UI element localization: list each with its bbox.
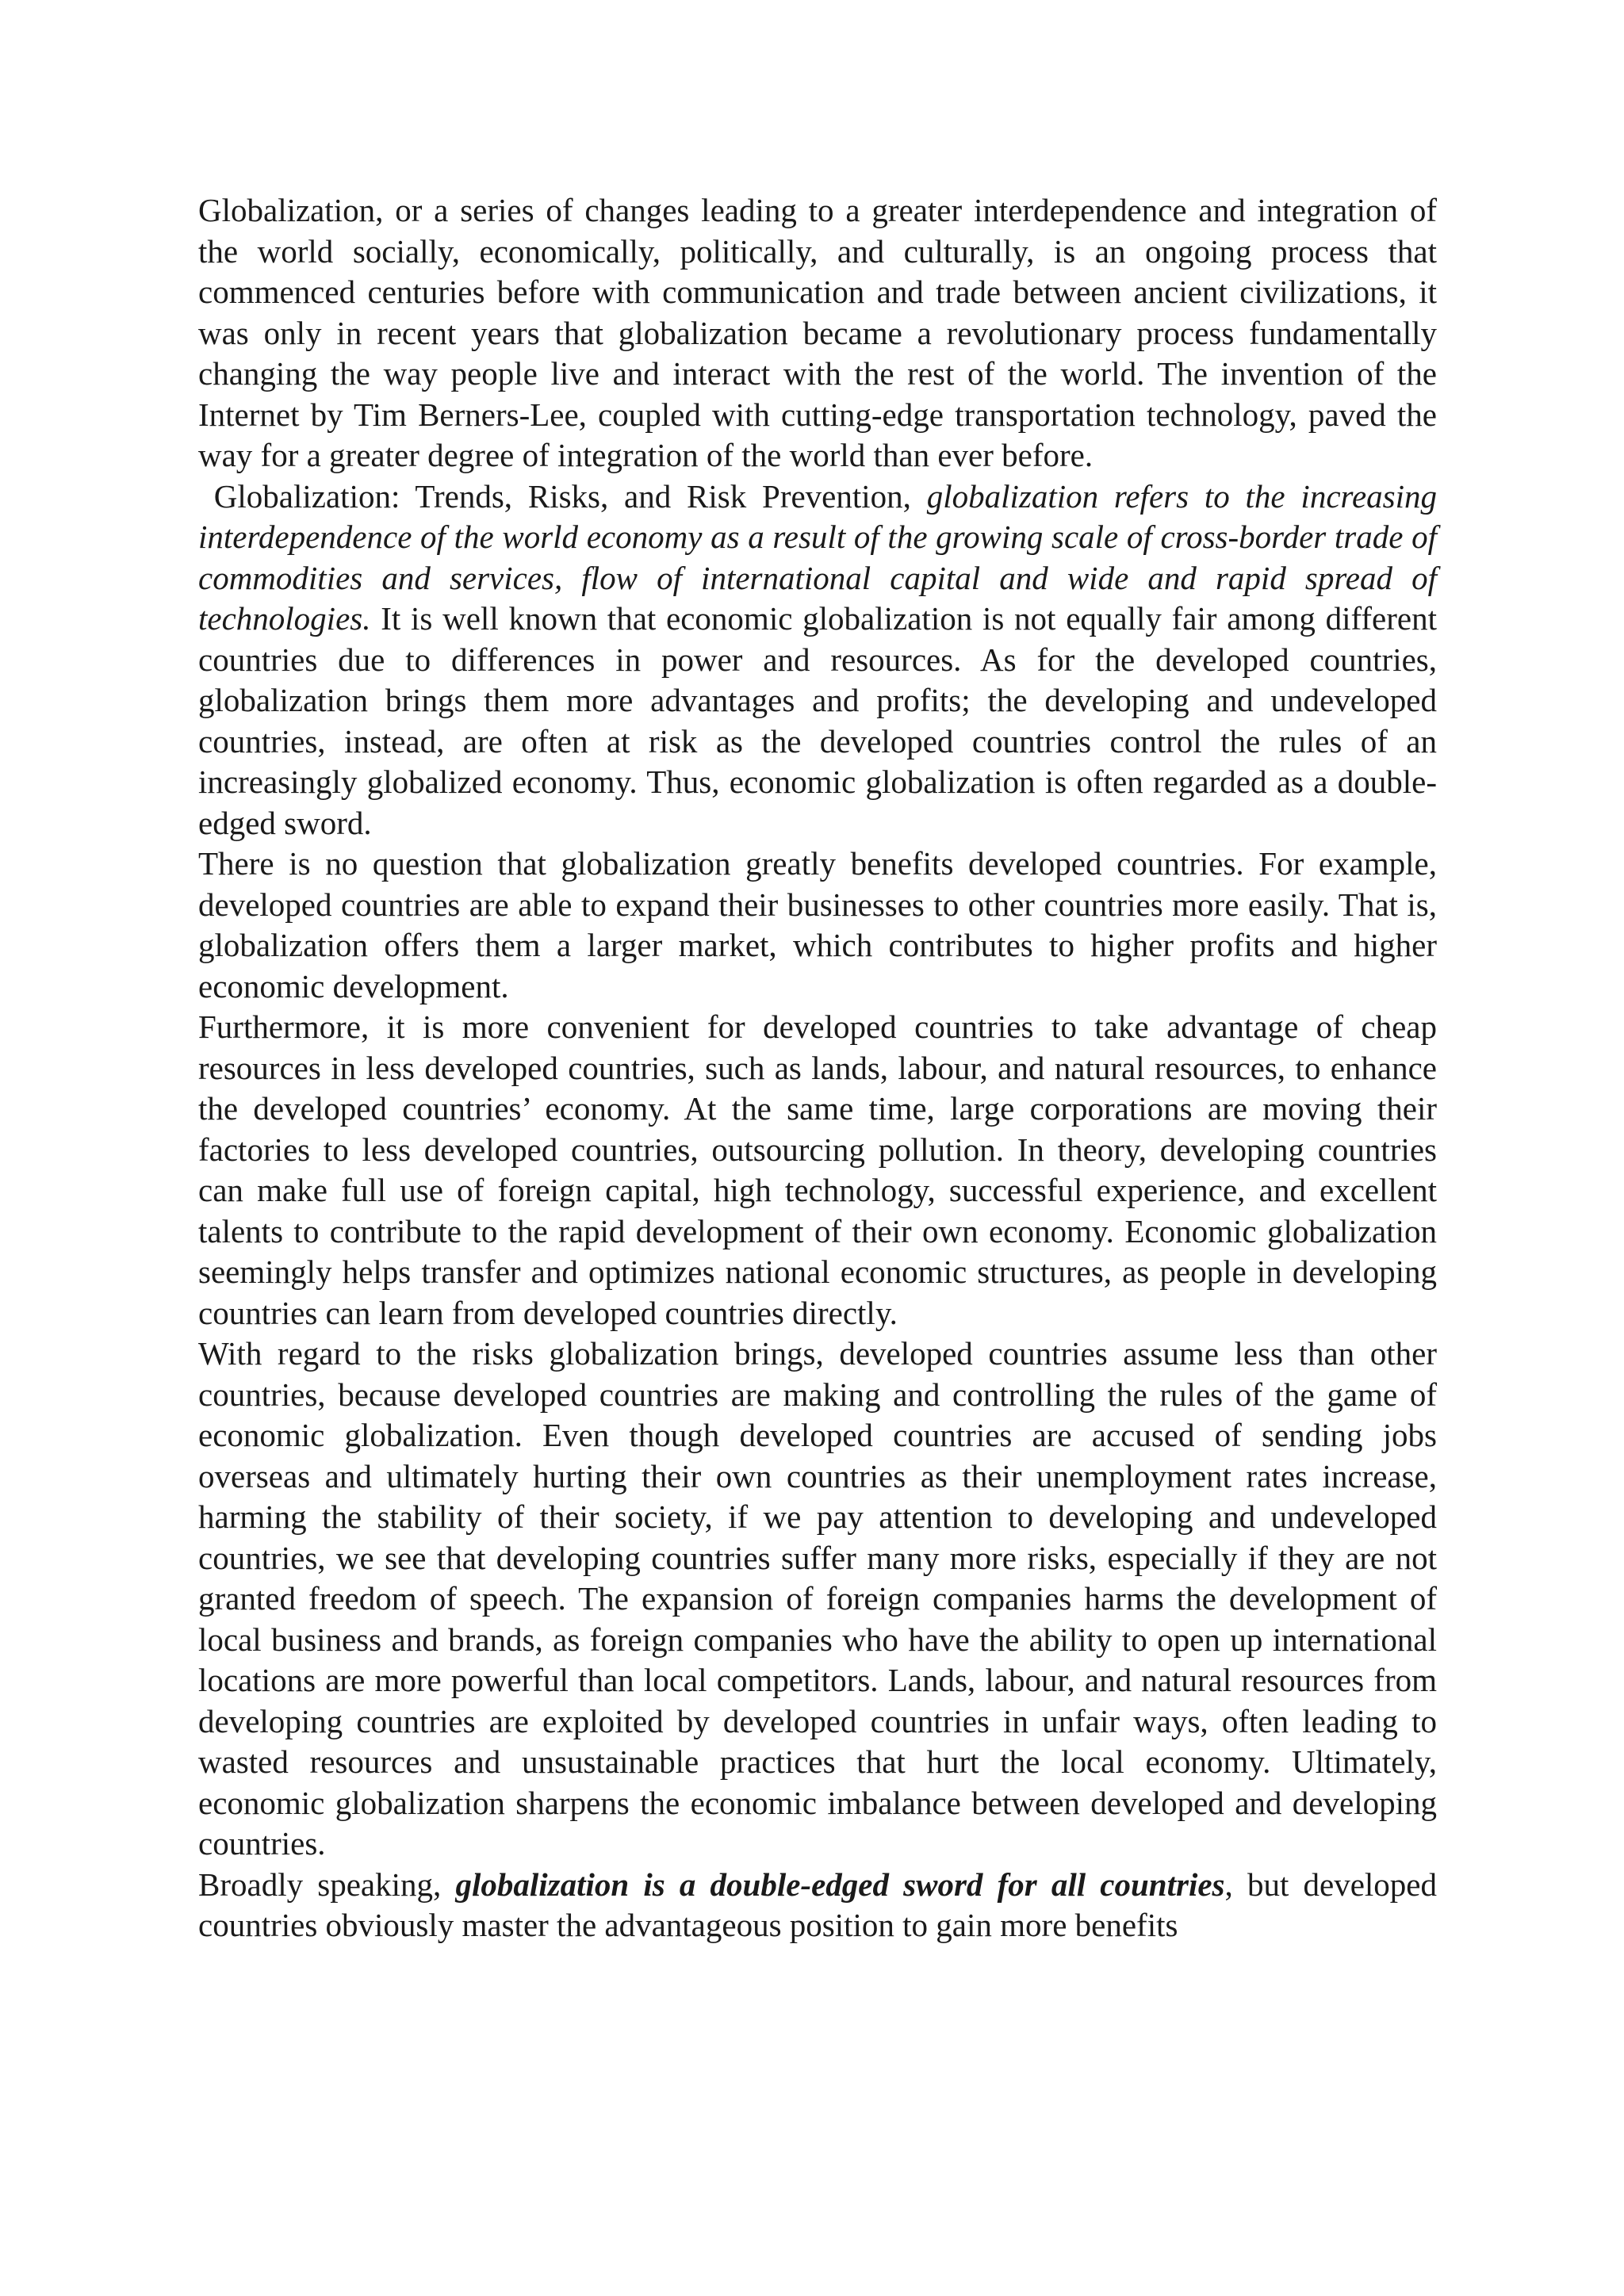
paragraph-risks: With regard to the risks globalization brings, developed countries assume less than other countries, because developed countries are making and controlling the rules of the game of economic globalization. Even though developed countries are accused of sending jobs overseas and ultimately hurting their own countries as their unemployment rates increase, harming the stability of their society, if we pay attention to developing and undeveloped countries, we see that developing countries suffer many more risks, especially if they are not granted freedom of speech. The expansion of foreign companies harms the development of local business and brands, as foreign companies who have the ability to open up international locations are more powerful than local competitors. Lands, labour, and natural resources from developing countries are exploited by developed countries in unfair ways, often leading to wasted resources and unsustainable practices that hurt the local economy. Ultimately, economic globalization sharpens the economic imbalance between developed and developing countries. [198,1335,1437,1862]
paragraph-definition [198,476,1437,844]
definition-lead: Globalization: Trends, Risks, and Risk Prevention, [213,477,927,515]
paragraph-benefits: There is no question that globalization greatly benefits developed countries. For example, developed countries are able to expand their businesses to other countries more easily. That is, globalization offers them a larger market, which contributes to higher profits and higher economic development. [198,845,1437,1004]
conclusion-rest: , but developed countries obviously master the advantageous position to gain more benefits [198,1866,1437,1943]
paragraph-intro: Globalization, or a series of changes leading to a greater interdependence and integration of the world socially, economically, politically, and culturally, is an ongoing process that commenced centuries before with communication and trade between ancient civilizations, it was only in recent years that globalization became a revolutionary process fundamentally changing the way people live and interact with the rest of the world. The invention of the Internet by Tim Berners-Lee, coupled with cutting-edge transportation technology, paved the way for a greater degree of integration of the world than ever before. [198,192,1437,473]
definition-quote: globalization refers to the increasing interdependence of the world economy as a result of the growing scale of cross-border trade of commodities and services, flow of international capital and wide and rapid spread of technologies. [198,477,1437,637]
conclusion-emphasis: globalization is a double-edged sword for all countries [455,1866,1225,1903]
document-page [198,190,1437,1946]
paragraph-resources: Furthermore, it is more convenient for developed countries to take advantage of cheap resources in less developed countries, such as lands, labour, and natural resources, to enhance the developed countries’ economy. At the same time, large corporations are moving their factories to less developed countries, outsourcing pollution. In theory, developing countries can make full use of foreign capital, high technology, successful experience, and excellent talents to contribute to the rapid development of their own economy. Economic globalization seemingly helps transfer and optimizes national economic structures, as people in developing countries can learn from developed countries directly. [198,1008,1437,1331]
conclusion-lead: Broadly speaking, [198,1866,456,1903]
definition-rest: It is well known that economic globalization is not equally fair among different countries due to differences in power and resources. As for the developed countries, globalization brings them more advantages and profits; the developing and undeveloped countries, instead, are often at risk as the developed countries control the rules of an increasingly globalized economy. Thus, economic globalization is often regarded as a double-edged sword. [198,600,1437,841]
paragraph-conclusion [198,1865,1437,1946]
